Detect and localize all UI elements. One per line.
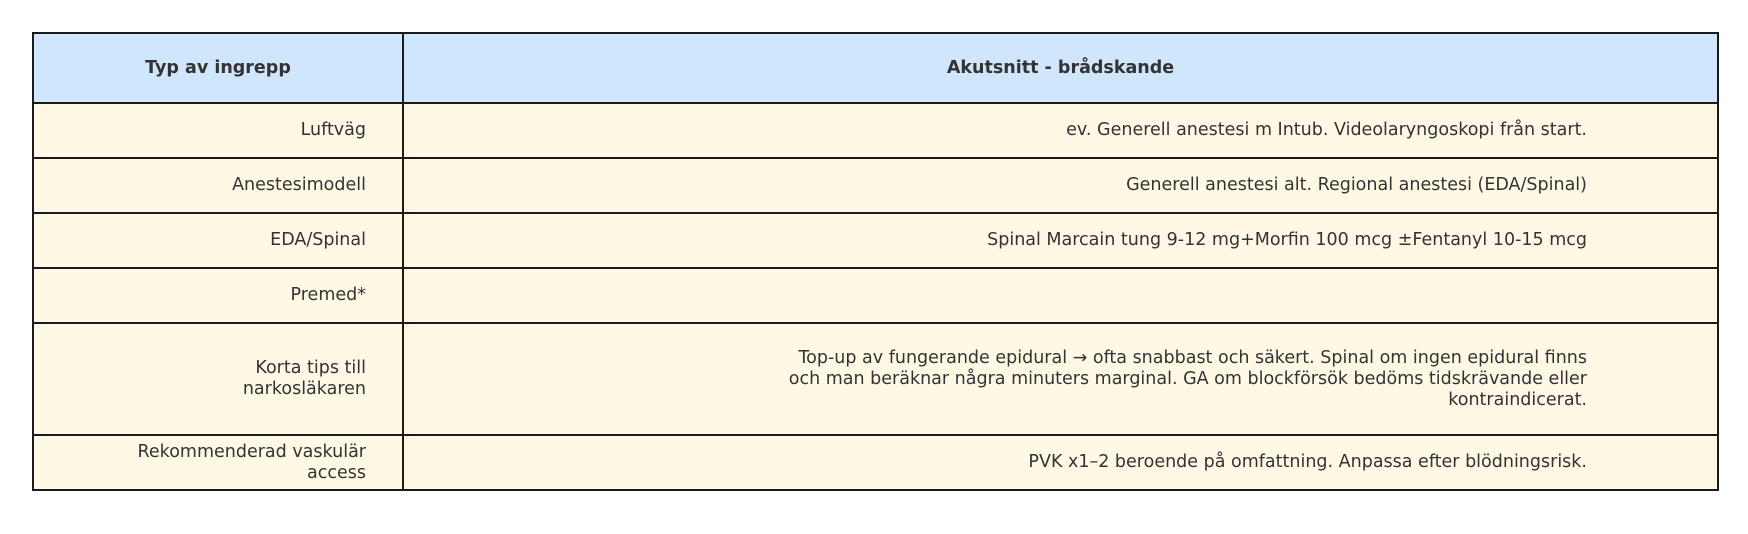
row-value-eda-spinal: Spinal Marcain tung 9-12 mg+Morfin 100 mcg ±Fentanyl 10-15 mcg [403, 213, 1718, 268]
row-value-premed [403, 268, 1718, 323]
row-value-tips: Top-up av fungerande epidural → ofta snabbast och säkert. Spinal om ingen epidural finns och man beräknar några minuters marginal. GA om blockförsök bedöms tidskrävande eller kontraindicerat. [403, 323, 1718, 435]
row-label-eda-spinal: EDA/Spinal [33, 213, 403, 268]
table-row-eda-spinal [33, 213, 1718, 268]
table-row-premed [33, 268, 1718, 323]
row-label-anesthesia-model: Anestesimodell [33, 158, 403, 213]
row-label-vascular-access: Rekommenderad vaskulär access [33, 435, 403, 490]
row-label-airway: Luftväg [33, 103, 403, 158]
table-row-vascular-access [33, 435, 1718, 490]
row-label-tips: Korta tips till narkosläkaren [33, 323, 403, 435]
header-procedure-type: Typ av ingrepp [33, 33, 403, 103]
procedure-table [32, 32, 1719, 491]
header-emergency-cesarean: Akutsnitt - brådskande [403, 33, 1718, 103]
table-row-anesthesia-model [33, 158, 1718, 213]
table-row-airway [33, 103, 1718, 158]
row-value-vascular-access: PVK x1–2 beroende på omfattning. Anpassa efter blödningsrisk. [403, 435, 1718, 490]
procedure-table-container [32, 32, 1717, 491]
row-value-anesthesia-model: Generell anestesi alt. Regional anestesi (EDA/Spinal) [403, 158, 1718, 213]
table-header-row [33, 33, 1718, 103]
table-row-tips [33, 323, 1718, 435]
row-value-airway: ev. Generell anestesi m Intub. Videolaryngoskopi från start. [403, 103, 1718, 158]
row-label-premed: Premed* [33, 268, 403, 323]
